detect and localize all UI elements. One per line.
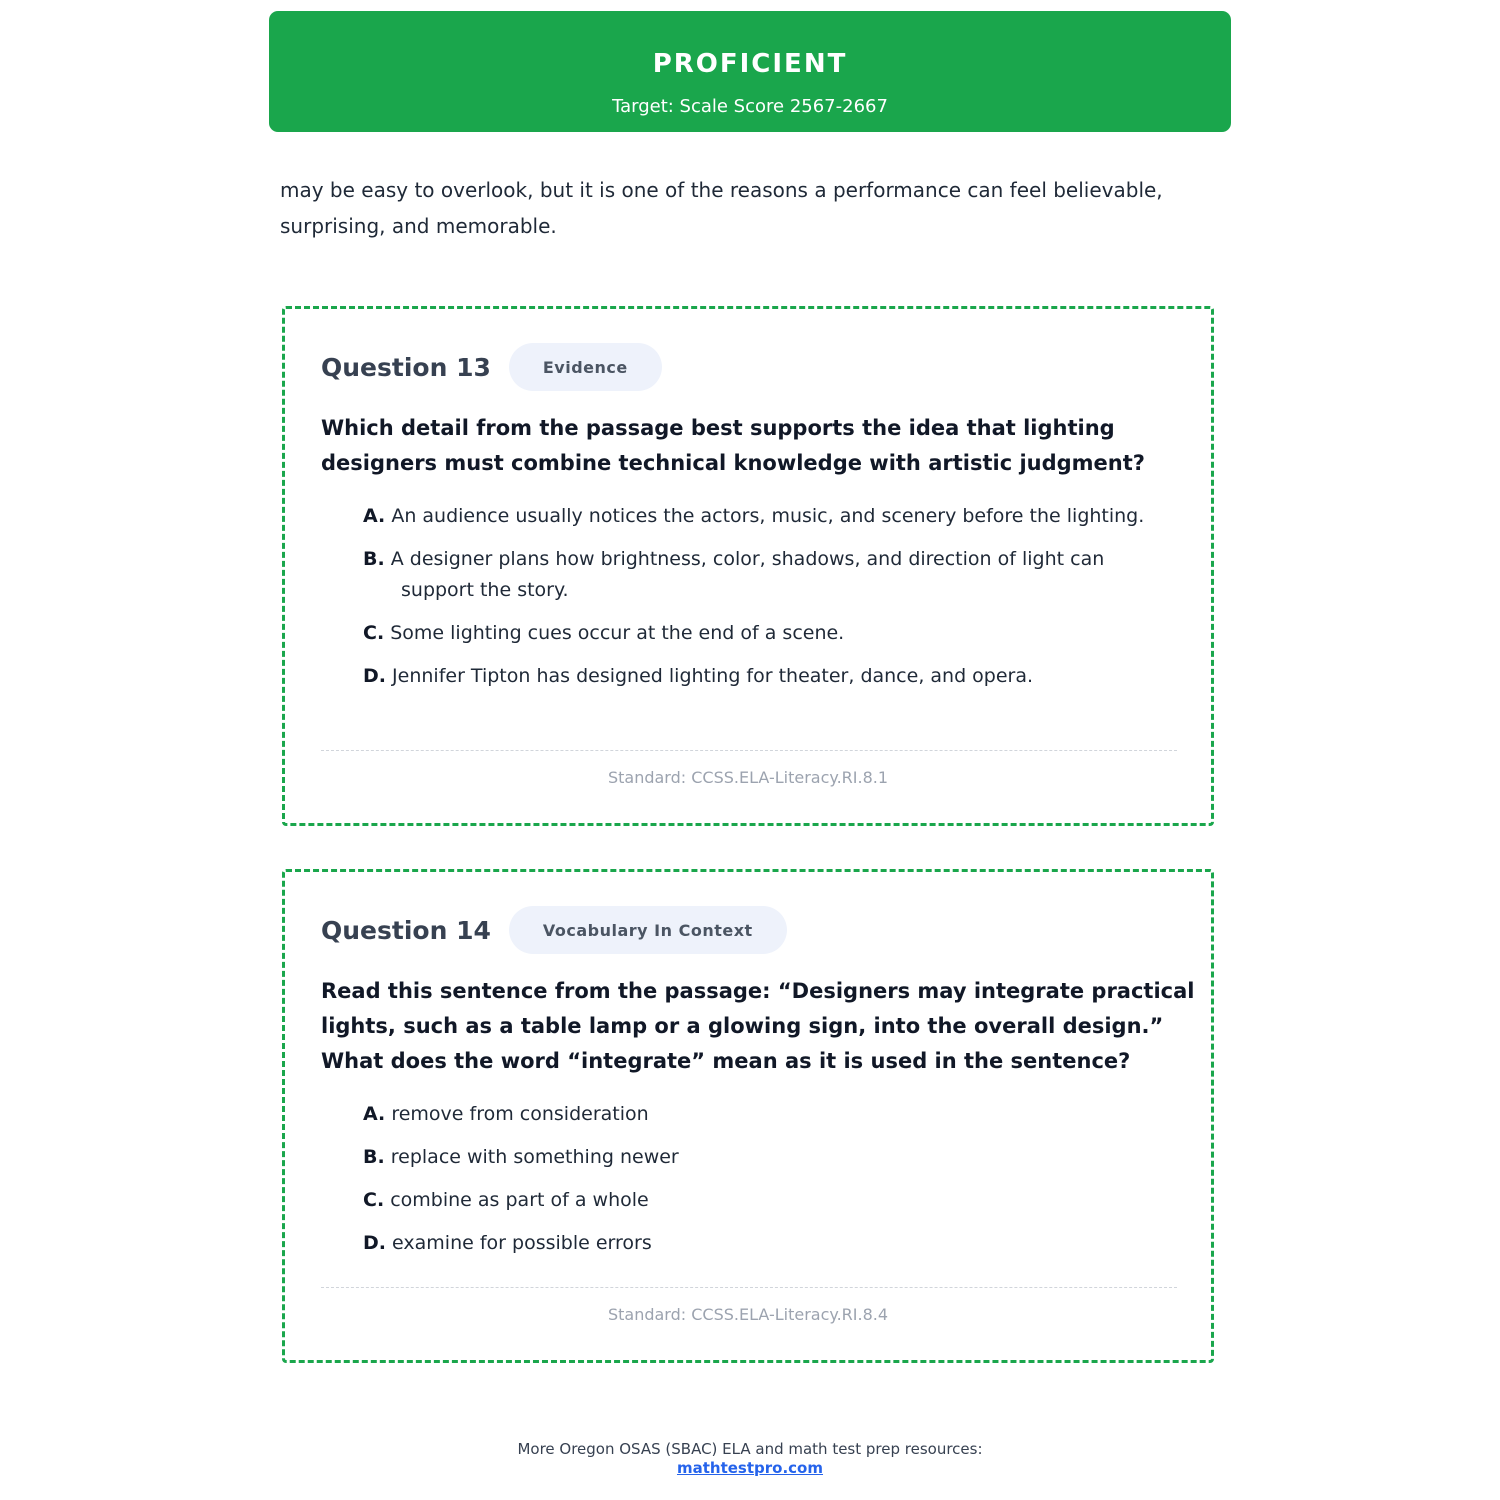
option-text: combine as part of a whole bbox=[390, 1189, 649, 1211]
answer-option-a[interactable] bbox=[363, 1099, 1163, 1130]
option-text: examine for possible errors bbox=[392, 1232, 652, 1254]
standard-label: Standard: CCSS.ELA-Literacy.RI.8.1 bbox=[607, 768, 889, 787]
answer-option-b[interactable] bbox=[363, 544, 1163, 606]
level-title: PROFICIENT bbox=[652, 49, 848, 79]
option-text: Some lighting cues occur at the end of a scene. bbox=[390, 622, 845, 644]
passage-text: may be easy to overlook, but it is one of the reasons a performance can feel believable, surprising, and memorable. bbox=[280, 178, 1163, 238]
question-header bbox=[321, 906, 787, 954]
option-text: Jennifer Tipton has designed lighting for theater, dance, and opera. bbox=[392, 665, 1034, 687]
option-text: A designer plans how brightness, color, shadows, and direction of light can support the story. bbox=[390, 548, 1105, 601]
answer-option-b[interactable] bbox=[363, 1142, 1163, 1173]
option-letter: D. bbox=[363, 665, 386, 687]
answer-option-c[interactable] bbox=[363, 1185, 1163, 1216]
divider bbox=[321, 750, 1177, 751]
question-type-badge: Vocabulary In Context bbox=[509, 906, 787, 954]
option-text: replace with something newer bbox=[390, 1146, 679, 1168]
question-prompt: Read this sentence from the passage: “Designers may integrate practical lights, such as a table lamp or a glowing sign, into the overall design.” What does the word “integrate” mean as it is used in the sentence? bbox=[321, 979, 1195, 1073]
standard-label: Standard: CCSS.ELA-Literacy.RI.8.4 bbox=[607, 1305, 889, 1324]
answer-options bbox=[363, 1099, 1163, 1271]
answer-option-d[interactable] bbox=[363, 1228, 1163, 1259]
answer-options bbox=[363, 501, 1163, 704]
option-letter: C. bbox=[363, 1189, 385, 1211]
question-card bbox=[282, 869, 1214, 1363]
option-text: remove from consideration bbox=[391, 1103, 649, 1125]
question-title: Question 13 bbox=[321, 352, 491, 382]
footer-text: More Oregon OSAS (SBAC) ELA and math test prep resources: bbox=[517, 1440, 983, 1458]
answer-option-a[interactable] bbox=[363, 501, 1163, 532]
question-title: Question 14 bbox=[321, 915, 491, 945]
option-text: An audience usually notices the actors, music, and scenery before the lighting. bbox=[391, 505, 1145, 527]
target-score: Target: Scale Score 2567-2667 bbox=[612, 96, 888, 117]
question-type-badge: Evidence bbox=[509, 343, 662, 391]
divider bbox=[321, 1287, 1177, 1288]
answer-option-c[interactable] bbox=[363, 618, 1163, 649]
question-header bbox=[321, 343, 662, 391]
option-letter: B. bbox=[363, 548, 385, 570]
option-letter: B. bbox=[363, 1146, 385, 1168]
option-letter: D. bbox=[363, 1232, 386, 1254]
question-card bbox=[282, 306, 1214, 826]
option-letter: A. bbox=[363, 1103, 386, 1125]
option-letter: C. bbox=[363, 622, 385, 644]
option-letter: A. bbox=[363, 505, 386, 527]
footer bbox=[0, 1440, 1500, 1478]
footer-link[interactable]: mathtestpro.com bbox=[676, 1459, 823, 1477]
level-banner bbox=[269, 11, 1231, 132]
answer-option-d[interactable] bbox=[363, 661, 1163, 692]
question-prompt: Which detail from the passage best supports the idea that lighting designers must combine technical knowledge with artistic judgment? bbox=[321, 416, 1145, 475]
